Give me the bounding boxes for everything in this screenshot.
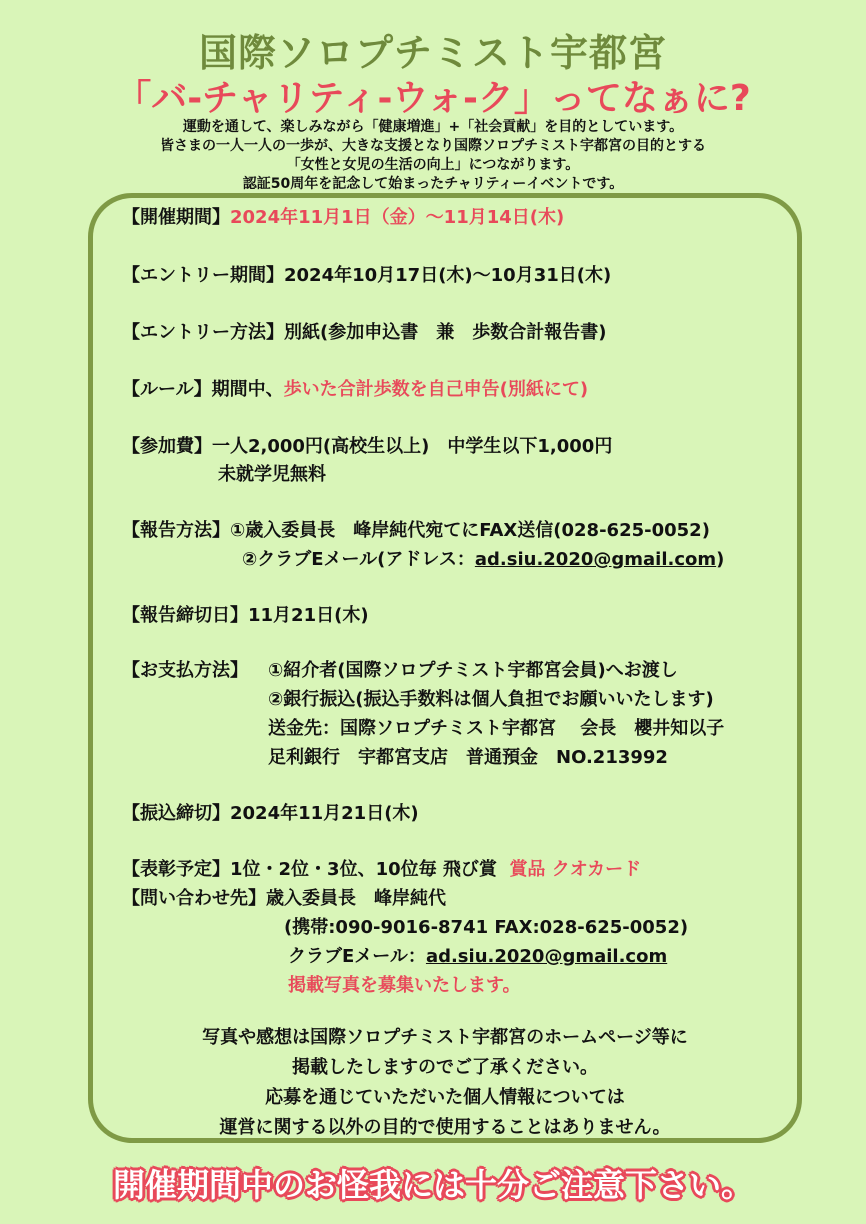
transfer-deadline-value: 2024年11月21日(木): [230, 803, 419, 824]
fee-row: [122, 435, 612, 459]
contact-fax-value: :028-625-0052): [532, 917, 689, 938]
entry-method-label: 【エントリー方法】: [122, 322, 284, 343]
intro-line: 運動を通して、楽しみながら「健康増進」+「社会貢献」を目的としています。: [182, 119, 684, 135]
fee-line2: 未就学児無料: [218, 464, 326, 485]
payment-line3: 送金先：国際ソロプチミスト宇都宮 会長 櫻井知以子: [268, 718, 725, 739]
payment-line4: 足利銀行 宇都宮支店 普通預金 NO.213992: [268, 747, 668, 768]
transfer-deadline-row: [122, 802, 419, 826]
rule-prefix: 期間中、: [211, 379, 284, 400]
entry-method-row: [122, 321, 606, 345]
fee-line1: 一人2,000円(高校生以上) 中学生以下1,000円: [212, 436, 613, 457]
contact-phone-line: [284, 916, 688, 940]
payment-line2: ②銀行振込(振込手数料は個人負担でお願いいたします): [268, 689, 714, 710]
intro-line: 皆さまの一人一人の一歩が、大きな支援となり国際ソロプチミスト宇都宮の目的とする: [160, 138, 706, 154]
payment-label: 【お支払方法】: [122, 660, 248, 681]
injury-warning: 開催期間中のお怪我には十分ご注意下さい。: [112, 1166, 753, 1204]
award-value: 1位・2位・3位、10位毎 飛び賞: [230, 859, 497, 880]
period-value: 2024年11月1日（金）～11月14日(木): [230, 207, 565, 228]
contact-email-line: [288, 945, 667, 969]
rule-value: 歩いた合計歩数を自己申告(別紙にて): [283, 379, 589, 400]
page-title: 国際ソロプチミスト宇都宮: [198, 31, 667, 75]
fee-label: 【参加費】: [122, 436, 212, 457]
intro-line: 「女性と女児の生活の向上」につながります。: [286, 157, 580, 173]
rule-row: [122, 378, 588, 402]
intro-line: 認証50周年を記念して始まったチャリティーイベントです。: [242, 176, 624, 192]
report-method-line2: [242, 548, 724, 572]
contact-email-link[interactable]: ad.siu.2020@gmail.com: [425, 946, 668, 967]
contact-name: 歳入委員長 峰岸純代: [266, 888, 446, 909]
period-row: [122, 206, 564, 230]
report-deadline-row: [122, 604, 369, 628]
closing-line: 応募を通じていただいた個人情報については: [265, 1087, 625, 1108]
closing-line: 運営に関する以外の目的で使用することはありません。: [219, 1117, 671, 1138]
page-subtitle: 「バ-チャリティ-ウォ-ク」ってなぁに?: [115, 78, 751, 119]
report-method-row: [122, 519, 710, 543]
award-label: 【表彰予定】: [122, 859, 230, 880]
entry-period-value: 2024年10月17日(木)～10月31日(木): [284, 265, 612, 286]
report-method-line2-prefix: ②クラブEメール(アドレス：: [242, 549, 475, 570]
report-deadline-value: 11月21日(木): [248, 605, 369, 626]
entry-period-label: 【エントリー期間】: [122, 265, 284, 286]
payment-row: [122, 659, 248, 683]
report-method-label: 【報告方法】: [122, 520, 230, 541]
report-method-line2-suffix: ): [716, 549, 725, 570]
intro-text: [0, 118, 866, 194]
payment-line1: ①紹介者(国際ソロプチミスト宇都宮会員)へお渡し: [268, 660, 678, 681]
contact-label: 【問い合わせ先】: [122, 888, 266, 909]
contact-fax-label: FAX: [494, 917, 533, 938]
entry-method-value: 別紙(参加申込書 兼 歩数合計報告書): [284, 322, 607, 343]
photo-call: 掲載写真を募集いたします。: [288, 975, 521, 996]
contact-email-prefix: クラブEメール：: [288, 946, 426, 967]
closing-line: 写真や感想は国際ソロプチミスト宇都宮のホームページ等に: [202, 1027, 688, 1048]
contact-phone: (携帯:090-9016-8741: [284, 917, 495, 938]
closing-line: 掲載したしますのでご了承ください。: [292, 1057, 598, 1078]
closing-notice: [88, 1023, 802, 1143]
entry-period-row: [122, 264, 611, 288]
award-prize: 賞品 クオカード: [509, 859, 642, 880]
rule-label: 【ルール】: [122, 379, 212, 400]
report-email-link[interactable]: ad.siu.2020@gmail.com: [474, 549, 717, 570]
report-deadline-label: 【報告締切日】: [122, 605, 248, 626]
transfer-deadline-label: 【振込締切】: [122, 803, 230, 824]
period-label: 【開催期間】: [122, 207, 230, 228]
award-row: [122, 858, 641, 882]
report-method-line1: ①歳入委員長 峰岸純代宛てにFAX送信(028-625-0052): [230, 520, 710, 541]
contact-row: [122, 887, 446, 911]
